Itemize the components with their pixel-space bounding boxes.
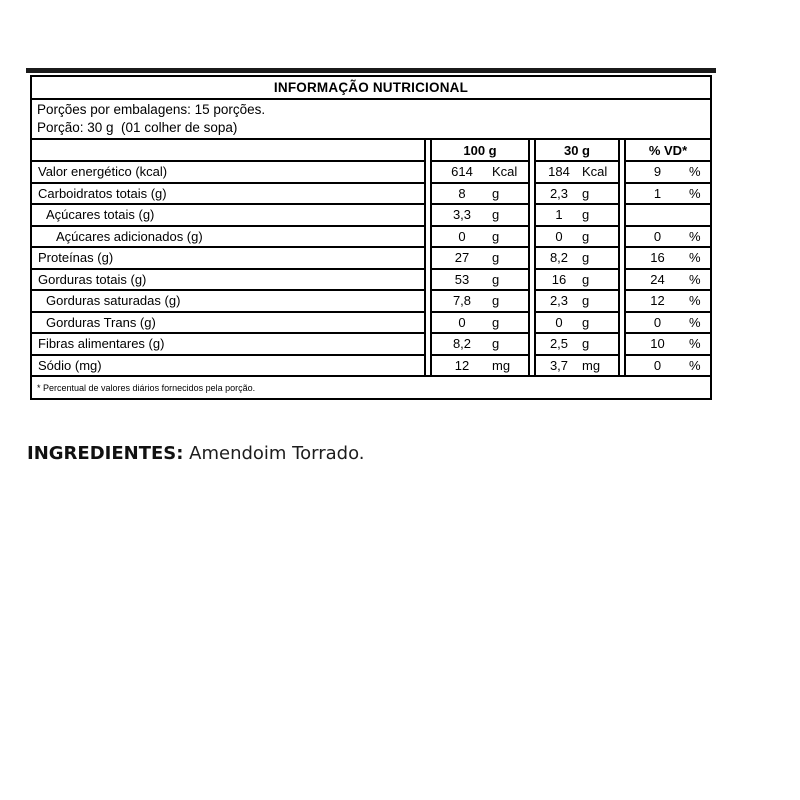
value-30g-number: 0 [555, 228, 563, 244]
table-row [30, 246, 712, 270]
value-100g-number: 53 [454, 271, 470, 287]
value-100g-number: 27 [454, 250, 470, 266]
table-row [30, 311, 712, 335]
value-30g [534, 268, 620, 292]
value-vd-number: 0 [653, 228, 662, 244]
value-100g [430, 289, 530, 313]
value-30g-unit: g [582, 314, 590, 330]
value-100g [430, 182, 530, 206]
value-100g [430, 225, 530, 249]
column-header-100g: 100 g [430, 138, 530, 162]
value-30g-unit: g [582, 207, 590, 223]
nutrient-label: Gorduras saturadas (g) [30, 289, 426, 313]
value-vd-unit: % [689, 336, 701, 352]
value-100g-number: 8,2 [452, 336, 472, 352]
nutrient-label: Açúcares adicionados (g) [30, 225, 426, 249]
value-100g [430, 332, 530, 356]
value-vd [624, 160, 712, 184]
table-row [30, 225, 712, 249]
value-30g-unit: g [582, 271, 590, 287]
value-vd-number: 9 [653, 164, 662, 180]
value-vd [624, 246, 712, 270]
servings-per-package: Porções por embalagens: 15 porções. [37, 102, 266, 117]
value-vd-number: 1 [653, 185, 662, 201]
table-row [30, 160, 712, 184]
value-vd-number: 24 [650, 271, 665, 287]
value-30g [534, 182, 620, 206]
value-100g-unit: Kcal [492, 164, 518, 180]
nutrient-column-header [30, 138, 426, 162]
value-30g-unit: g [582, 336, 590, 352]
value-30g [534, 354, 620, 378]
value-30g [534, 289, 620, 313]
value-100g-number: 12 [454, 357, 470, 373]
nutrient-label: Gorduras Trans (g) [30, 311, 426, 335]
value-100g [430, 246, 530, 270]
nutrient-label: Açúcares totais (g) [30, 203, 426, 227]
value-vd [624, 311, 712, 335]
value-vd-unit: % [689, 314, 701, 330]
value-100g [430, 354, 530, 378]
value-100g [430, 160, 530, 184]
value-vd-number: 16 [650, 250, 665, 266]
value-30g [534, 246, 620, 270]
value-vd-number: 0 [653, 314, 662, 330]
ingredients-label: INGREDIENTES: [27, 443, 184, 464]
top-divider-bar [26, 68, 716, 73]
value-30g [534, 311, 620, 335]
value-100g-number: 0 [458, 228, 466, 244]
daily-value-footnote: * Percentual de valores diários fornecidos pela porção. [30, 375, 712, 400]
nutrient-label: Sódio (mg) [30, 354, 426, 378]
value-30g-unit: mg [582, 357, 601, 373]
table-title-row [30, 75, 712, 100]
value-30g-number: 2,5 [549, 336, 569, 352]
nutrient-label: Gorduras totais (g) [30, 268, 426, 292]
value-vd [624, 225, 712, 249]
value-vd [624, 289, 712, 313]
table-row [30, 268, 712, 292]
nutrient-label: Fibras alimentares (g) [30, 332, 426, 356]
value-30g [534, 332, 620, 356]
value-100g [430, 311, 530, 335]
value-vd [624, 182, 712, 206]
nutrient-label: Valor energético (kcal) [30, 160, 426, 184]
table-row [30, 354, 712, 378]
value-100g-unit: g [492, 293, 500, 309]
value-30g-number: 184 [548, 164, 570, 180]
value-100g [430, 268, 530, 292]
value-100g-number: 614 [451, 164, 473, 180]
value-30g-number: 0 [555, 314, 563, 330]
value-30g-number: 2,3 [549, 293, 569, 309]
value-30g-unit: g [582, 228, 590, 244]
portion-size: Porção: 30 g (01 colher de sopa) [37, 120, 238, 135]
value-30g-unit: g [582, 250, 590, 266]
column-header-vd: % VD* [624, 138, 712, 162]
value-vd-unit: % [689, 250, 701, 266]
value-30g-number: 2,3 [549, 185, 569, 201]
ingredients-line [27, 443, 365, 464]
column-header-row [30, 138, 712, 162]
value-100g-unit: g [492, 314, 500, 330]
value-30g-unit: g [582, 185, 590, 201]
value-30g [534, 225, 620, 249]
table-row [30, 182, 712, 206]
value-100g-unit: g [492, 185, 500, 201]
ingredients-value: Amendoim Torrado. [183, 443, 365, 464]
value-100g-unit: g [492, 228, 500, 244]
value-vd [624, 354, 712, 378]
value-30g-unit: g [582, 293, 590, 309]
value-100g-unit: g [492, 250, 500, 266]
table-row [30, 289, 712, 313]
table-row [30, 332, 712, 356]
value-vd-unit: % [689, 357, 701, 373]
portions-row [30, 98, 712, 140]
value-vd [624, 203, 712, 227]
value-100g-unit: g [492, 207, 500, 223]
value-vd-unit: % [689, 164, 701, 180]
value-vd-number: 12 [650, 293, 665, 309]
value-100g-unit: g [492, 271, 500, 287]
nutrient-label: Proteínas (g) [30, 246, 426, 270]
value-30g-number: 1 [555, 207, 563, 223]
value-100g-unit: g [492, 336, 500, 352]
value-100g-number: 8 [458, 185, 466, 201]
value-vd-unit: % [689, 271, 701, 287]
value-vd [624, 268, 712, 292]
table-row [30, 203, 712, 227]
value-30g [534, 160, 620, 184]
table-title: INFORMAÇÃO NUTRICIONAL [30, 75, 712, 100]
nutrition-table [30, 75, 712, 400]
value-100g-unit: mg [492, 357, 511, 373]
footnote-row [30, 375, 712, 400]
portions-cell [30, 98, 712, 140]
value-30g-number: 8,2 [549, 250, 569, 266]
value-vd-unit: % [689, 185, 701, 201]
value-30g-number: 16 [551, 271, 567, 287]
value-vd-number: 0 [653, 357, 662, 373]
value-vd-unit: % [689, 228, 701, 244]
value-30g-number: 3,7 [549, 357, 569, 373]
value-30g-unit: Kcal [582, 164, 608, 180]
value-vd-number: 10 [650, 336, 665, 352]
value-100g-number: 0 [458, 314, 466, 330]
value-vd [624, 332, 712, 356]
value-100g-number: 7,8 [452, 293, 472, 309]
value-100g-number: 3,3 [452, 207, 472, 223]
value-30g [534, 203, 620, 227]
value-vd-unit: % [689, 293, 701, 309]
value-100g [430, 203, 530, 227]
column-header-30g: 30 g [534, 138, 620, 162]
nutrient-label: Carboidratos totais (g) [30, 182, 426, 206]
